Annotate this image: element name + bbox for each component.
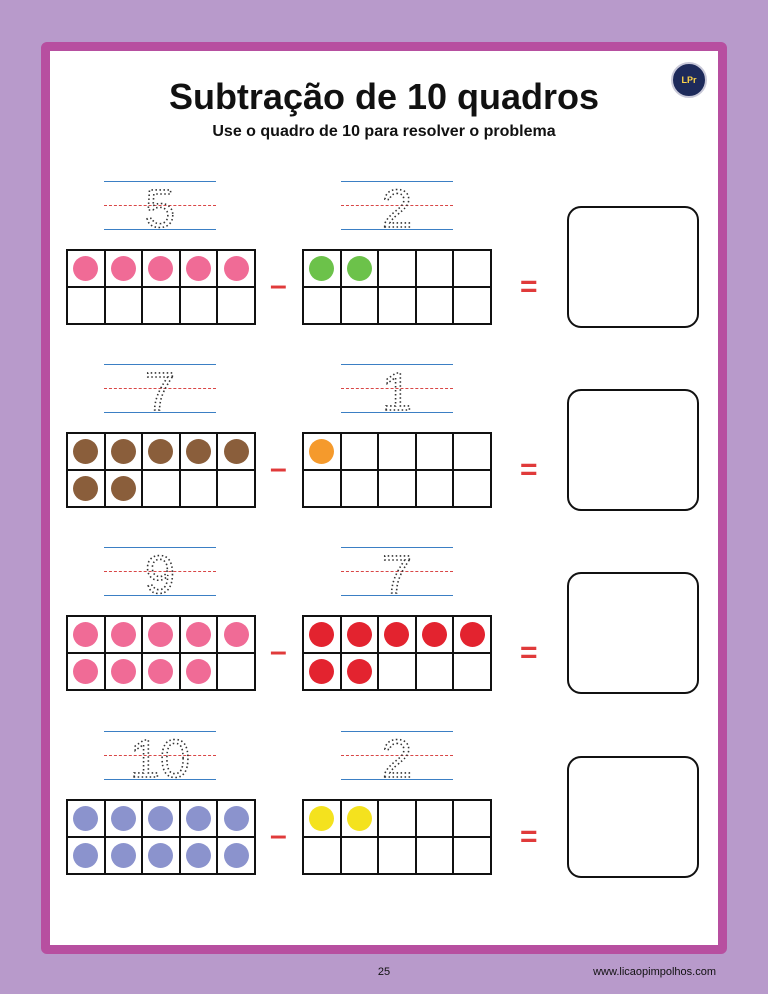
ten-frame-cell bbox=[142, 616, 180, 653]
equals-sign: = bbox=[520, 270, 538, 303]
ten-frame-cell bbox=[180, 800, 218, 837]
minuend-tracing-number: 7 bbox=[144, 362, 176, 418]
ten-frame-cell bbox=[180, 250, 218, 287]
ten-frame-cell bbox=[67, 250, 105, 287]
counter-dot bbox=[422, 622, 447, 647]
counter-dot bbox=[111, 806, 136, 831]
minuend-tracing-guide bbox=[104, 545, 216, 601]
ten-frame-cell bbox=[105, 470, 143, 507]
ten-frame-cell bbox=[303, 287, 341, 324]
subtrahend-tracing-guide bbox=[341, 545, 453, 601]
counter-dot bbox=[186, 806, 211, 831]
subtrahend-tracing-number: 1 bbox=[381, 362, 413, 418]
ten-frame-cell bbox=[105, 653, 143, 690]
ten-frame-cell bbox=[67, 287, 105, 324]
ten-frame-cell bbox=[303, 433, 341, 470]
ten-frame-cell bbox=[416, 653, 454, 690]
counter-dot bbox=[73, 659, 98, 684]
subtrahend-tracing-guide bbox=[341, 179, 453, 235]
counter-dot bbox=[148, 256, 173, 281]
ten-frame-cell bbox=[67, 837, 105, 874]
ten-frame-cell bbox=[416, 837, 454, 874]
counter-dot bbox=[309, 806, 334, 831]
minuend-tracing-number: 10 bbox=[129, 729, 191, 785]
subtrahend-ten-frame bbox=[302, 799, 492, 875]
ten-frame-cell bbox=[341, 653, 379, 690]
counter-dot bbox=[111, 256, 136, 281]
counter-dot bbox=[186, 256, 211, 281]
counter-dot bbox=[224, 806, 249, 831]
ten-frame-cell bbox=[105, 837, 143, 874]
ten-frame-cell bbox=[67, 800, 105, 837]
counter-dot bbox=[111, 476, 136, 501]
minuend-tracing-number: 5 bbox=[144, 179, 176, 235]
ten-frame-cell bbox=[180, 287, 218, 324]
answer-box[interactable] bbox=[567, 389, 699, 511]
counter-dot bbox=[111, 439, 136, 464]
counter-dot bbox=[148, 622, 173, 647]
ten-frame-cell bbox=[217, 800, 255, 837]
counter-dot bbox=[224, 622, 249, 647]
subtrahend-tracing-number: 2 bbox=[381, 729, 413, 785]
ten-frame-cell bbox=[341, 616, 379, 653]
ten-frame-cell bbox=[142, 800, 180, 837]
answer-box[interactable] bbox=[567, 572, 699, 694]
ten-frame-cell bbox=[217, 653, 255, 690]
counter-dot bbox=[309, 256, 334, 281]
counter-dot bbox=[111, 622, 136, 647]
counter-dot bbox=[309, 622, 334, 647]
counter-dot bbox=[186, 439, 211, 464]
counter-dot bbox=[73, 622, 98, 647]
ten-frame-cell bbox=[453, 250, 491, 287]
ten-frame-cell bbox=[378, 800, 416, 837]
minus-sign: – bbox=[270, 452, 287, 485]
subtrahend-tracing-guide bbox=[341, 362, 453, 418]
ten-frame-cell bbox=[303, 653, 341, 690]
ten-frame-cell bbox=[180, 433, 218, 470]
ten-frame-cell bbox=[378, 287, 416, 324]
ten-frame-cell bbox=[105, 250, 143, 287]
ten-frame-cell bbox=[105, 433, 143, 470]
counter-dot bbox=[186, 843, 211, 868]
ten-frame-cell bbox=[303, 837, 341, 874]
ten-frame-cell bbox=[142, 470, 180, 507]
ten-frame-cell bbox=[303, 250, 341, 287]
ten-frame-cell bbox=[180, 616, 218, 653]
ten-frame-cell bbox=[217, 287, 255, 324]
ten-frame-cell bbox=[453, 837, 491, 874]
counter-dot bbox=[73, 806, 98, 831]
counter-dot bbox=[347, 622, 372, 647]
ten-frame-cell bbox=[67, 653, 105, 690]
minus-sign: – bbox=[270, 819, 287, 852]
ten-frame-cell bbox=[105, 616, 143, 653]
ten-frame-cell bbox=[341, 470, 379, 507]
minuend-ten-frame bbox=[66, 432, 256, 508]
ten-frame-cell bbox=[180, 837, 218, 874]
ten-frame-cell bbox=[378, 250, 416, 287]
ten-frame-cell bbox=[180, 653, 218, 690]
ten-frame-cell bbox=[416, 250, 454, 287]
counter-dot bbox=[347, 256, 372, 281]
ten-frame-cell bbox=[142, 287, 180, 324]
counter-dot bbox=[111, 659, 136, 684]
ten-frame-cell bbox=[303, 470, 341, 507]
minuend-ten-frame bbox=[66, 249, 256, 325]
subtrahend-ten-frame bbox=[302, 432, 492, 508]
ten-frame-cell bbox=[67, 616, 105, 653]
counter-dot bbox=[224, 439, 249, 464]
ten-frame-cell bbox=[303, 616, 341, 653]
subtrahend-tracing-number: 2 bbox=[381, 179, 413, 235]
ten-frame-cell bbox=[67, 470, 105, 507]
ten-frame-cell bbox=[341, 287, 379, 324]
ten-frame-cell bbox=[142, 250, 180, 287]
ten-frame-cell bbox=[453, 653, 491, 690]
answer-box[interactable] bbox=[567, 206, 699, 328]
minuend-tracing-number: 9 bbox=[144, 545, 176, 601]
ten-frame-cell bbox=[105, 800, 143, 837]
ten-frame-cell bbox=[217, 837, 255, 874]
counter-dot bbox=[309, 659, 334, 684]
ten-frame-cell bbox=[217, 433, 255, 470]
page-subtitle: Use o quadro de 10 para resolver o problema bbox=[212, 123, 556, 140]
ten-frame-cell bbox=[416, 287, 454, 324]
ten-frame-cell bbox=[416, 470, 454, 507]
counter-dot bbox=[148, 659, 173, 684]
subtrahend-tracing-number: 7 bbox=[381, 545, 413, 601]
minuend-tracing-guide bbox=[104, 362, 216, 418]
logo-badge-icon: LPr bbox=[671, 62, 707, 98]
ten-frame-cell bbox=[303, 800, 341, 837]
ten-frame-cell bbox=[217, 250, 255, 287]
counter-dot bbox=[73, 439, 98, 464]
answer-box[interactable] bbox=[567, 756, 699, 878]
ten-frame-cell bbox=[416, 800, 454, 837]
counter-dot bbox=[148, 439, 173, 464]
minus-sign: – bbox=[270, 635, 287, 668]
counter-dot bbox=[347, 806, 372, 831]
ten-frame-cell bbox=[416, 433, 454, 470]
ten-frame-cell bbox=[378, 616, 416, 653]
ten-frame-cell bbox=[67, 433, 105, 470]
ten-frame-cell bbox=[105, 287, 143, 324]
counter-dot bbox=[186, 622, 211, 647]
footer-url: www.licaopimpolhos.com bbox=[593, 966, 716, 978]
ten-frame-cell bbox=[453, 287, 491, 324]
counter-dot bbox=[73, 476, 98, 501]
counter-dot bbox=[73, 843, 98, 868]
ten-frame-cell bbox=[341, 837, 379, 874]
ten-frame-cell bbox=[180, 470, 218, 507]
equals-sign: = bbox=[520, 820, 538, 853]
counter-dot bbox=[347, 659, 372, 684]
ten-frame-cell bbox=[378, 837, 416, 874]
subtrahend-ten-frame bbox=[302, 249, 492, 325]
counter-dot bbox=[460, 622, 485, 647]
ten-frame-cell bbox=[416, 616, 454, 653]
subtrahend-tracing-guide bbox=[341, 729, 453, 785]
counter-dot bbox=[224, 256, 249, 281]
subtrahend-ten-frame bbox=[302, 615, 492, 691]
ten-frame-cell bbox=[142, 433, 180, 470]
counter-dot bbox=[186, 659, 211, 684]
minuend-tracing-guide bbox=[104, 729, 216, 785]
ten-frame-cell bbox=[453, 433, 491, 470]
ten-frame-cell bbox=[378, 433, 416, 470]
ten-frame-cell bbox=[142, 837, 180, 874]
ten-frame-cell bbox=[341, 800, 379, 837]
ten-frame-cell bbox=[217, 616, 255, 653]
page-number: 25 bbox=[377, 966, 391, 978]
counter-dot bbox=[224, 843, 249, 868]
counter-dot bbox=[309, 439, 334, 464]
ten-frame-cell bbox=[217, 470, 255, 507]
minuend-tracing-guide bbox=[104, 179, 216, 235]
minus-sign: – bbox=[270, 269, 287, 302]
counter-dot bbox=[148, 843, 173, 868]
ten-frame-cell bbox=[453, 616, 491, 653]
ten-frame-cell bbox=[341, 250, 379, 287]
ten-frame-cell bbox=[453, 800, 491, 837]
ten-frame-cell bbox=[142, 653, 180, 690]
ten-frame-cell bbox=[341, 433, 379, 470]
page-title: Subtração de 10 quadros bbox=[168, 76, 600, 117]
minuend-ten-frame bbox=[66, 799, 256, 875]
ten-frame-cell bbox=[453, 470, 491, 507]
counter-dot bbox=[111, 843, 136, 868]
ten-frame-cell bbox=[378, 470, 416, 507]
minuend-ten-frame bbox=[66, 615, 256, 691]
equals-sign: = bbox=[520, 636, 538, 669]
counter-dot bbox=[384, 622, 409, 647]
counter-dot bbox=[73, 256, 98, 281]
ten-frame-cell bbox=[378, 653, 416, 690]
counter-dot bbox=[148, 806, 173, 831]
equals-sign: = bbox=[520, 453, 538, 486]
